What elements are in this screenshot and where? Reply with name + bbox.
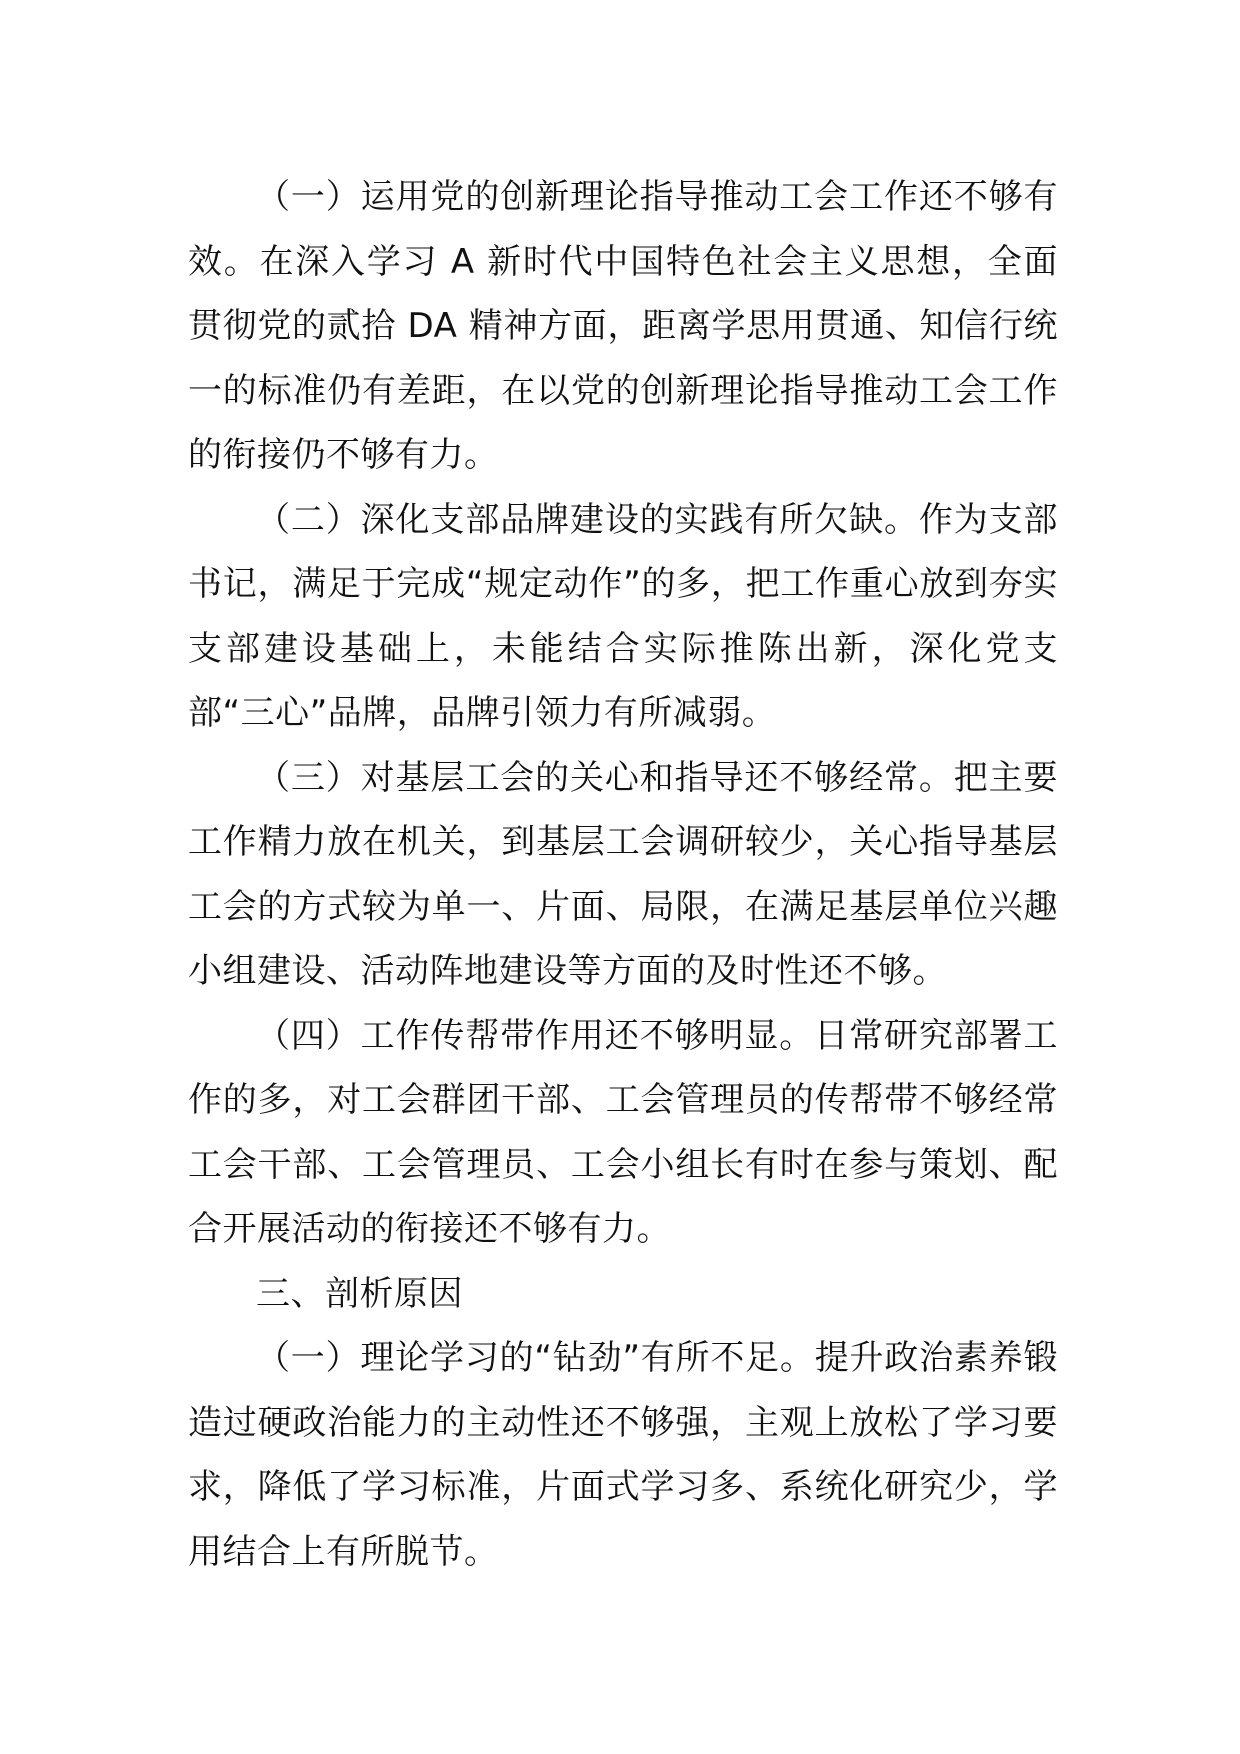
document-body — [188, 165, 1058, 1584]
paragraph-2: （二）深化支部品牌建设的实践有所欠缺。作为支部书记，满足于完成“规定动作”的多，把工作重心放到夯实支部建设基础上，未能结合实际推陈出新，深化党支部“三心”品牌，品牌引领力有所减弱。 — [188, 499, 1058, 733]
paragraph-3: （三）对基层工会的关心和指导还不够经常。把主要工作精力放在机关，到基层工会调研较少，关心指导基层工会的方式较为单一、片面、局限，在满足基层单位兴趣小组建设、活动阵地建设等方面的及时性还不够。 — [188, 757, 1058, 991]
section-heading: 三、剖析原因 — [256, 1273, 463, 1314]
paragraph-5: （一）理论学习的“钻劲”有所不足。提升政治素养锻造过硬政治能力的主动性还不够强，主观上放松了学习要求，降低了学习标准，片面式学习多、系统化研究少，学用结合上有所脱节。 — [188, 1338, 1058, 1572]
paragraph-1: （一）运用党的创新理论指导推动工会工作还不够有效。在深入学习 A 新时代中国特色社会主义思想，全面贯彻党的贰拾 DA 精神方面，距离学思用贯通、知信行统一的标准仍有差距，在以党的创新理论指导推动工会工作的衔接仍不够有力。 — [188, 177, 1058, 475]
paragraph-4: （四）工作传帮带作用还不够明显。日常研究部署工作的多，对工会群团干部、工会管理员的传帮带不够经常工会干部、工会管理员、工会小组长有时在参与策划、配合开展活动的衔接还不够有力。 — [188, 1015, 1058, 1249]
